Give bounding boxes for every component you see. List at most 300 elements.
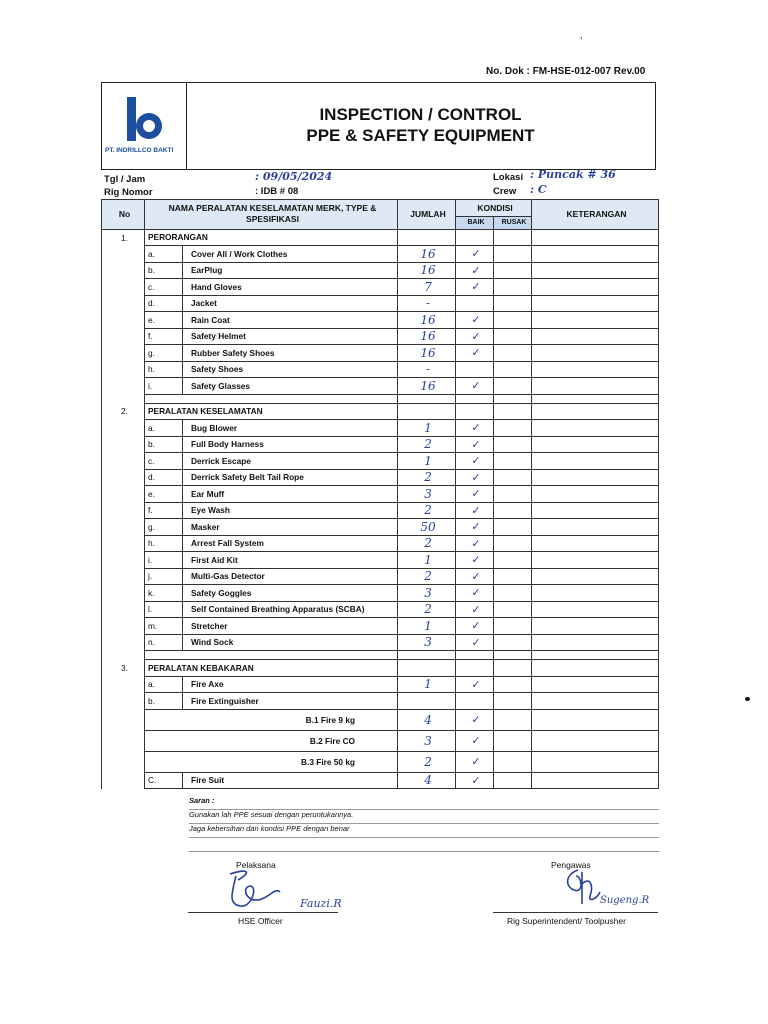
notes-block	[189, 796, 659, 852]
item-letter: e.	[145, 312, 183, 329]
spacer-row	[102, 394, 659, 403]
item-letter: g.	[145, 345, 183, 362]
item-good-check: ✓	[456, 345, 494, 362]
number-cell	[102, 361, 145, 378]
number-cell	[102, 246, 145, 263]
spacer-cell	[102, 651, 145, 660]
item-qty: 2	[398, 568, 456, 585]
item-name: Safety Helmet	[183, 328, 398, 345]
item-note	[532, 730, 659, 751]
item-name: Derrick Safety Belt Tail Rope	[183, 469, 398, 486]
item-good-check: ✓	[456, 502, 494, 519]
table-row	[102, 772, 659, 789]
col-bad: RUSAK	[494, 216, 532, 229]
ink-dot	[745, 697, 750, 701]
item-bad-check	[494, 772, 532, 789]
number-cell	[102, 312, 145, 329]
item-note	[532, 420, 659, 437]
item-letter: h.	[145, 535, 183, 552]
form-title-line1: INSPECTION / CONTROL	[319, 105, 522, 124]
item-bad-check	[494, 568, 532, 585]
item-bad-check	[494, 378, 532, 395]
good-cell	[456, 660, 494, 677]
item-name: Derrick Escape	[183, 453, 398, 470]
item-qty: 2	[398, 469, 456, 486]
item-qty: 2	[398, 436, 456, 453]
supervisor-name: Sugeng.R	[600, 895, 650, 906]
item-qty: 16	[398, 378, 456, 395]
item-name: Rain Coat	[183, 312, 398, 329]
table-row	[102, 378, 659, 395]
item-bad-check	[494, 262, 532, 279]
item-letter: b.	[145, 262, 183, 279]
item-qty: 16	[398, 312, 456, 329]
table-row	[102, 312, 659, 329]
notes-line1: Gunakan lah PPE sesuai dengan peruntukannya.	[189, 810, 659, 824]
item-note	[532, 585, 659, 602]
item-letter: b.	[145, 436, 183, 453]
item-name: Hand Gloves	[183, 279, 398, 296]
section-name: PERALATAN KEBAKARAN	[145, 660, 398, 677]
col-good: BAIK	[456, 216, 494, 229]
item-name: Eye Wash	[183, 502, 398, 519]
item-name: Fire Extinguisher	[183, 693, 398, 710]
item-note	[532, 469, 659, 486]
number-cell	[102, 618, 145, 635]
section-number: 2.	[102, 403, 145, 420]
notes-line3	[189, 838, 659, 852]
item-letter: n.	[145, 634, 183, 651]
item-note	[532, 568, 659, 585]
col-condition: KONDISI	[456, 200, 532, 217]
spacer-cell	[456, 651, 494, 660]
item-bad-check	[494, 436, 532, 453]
item-good-check: ✓	[456, 568, 494, 585]
item-note	[532, 693, 659, 710]
document-number: No. Dok : FM-HSE-012-007 Rev.00	[486, 66, 646, 77]
rig-label: Rig Nomor	[104, 187, 153, 198]
item-bad-check	[494, 709, 532, 730]
item-qty: 1	[398, 552, 456, 569]
item-qty: 16	[398, 246, 456, 263]
spacer-cell	[145, 651, 398, 660]
item-good-check: ✓	[456, 676, 494, 693]
table-row	[102, 420, 659, 437]
qty-cell	[398, 660, 456, 677]
item-qty: 3	[398, 634, 456, 651]
item-name: EarPlug	[183, 262, 398, 279]
spacer-cell	[532, 394, 659, 403]
item-note	[532, 453, 659, 470]
executor-title: Pelaksana	[236, 860, 276, 870]
section-number: 1.	[102, 229, 145, 246]
item-good-check: ✓	[456, 772, 494, 789]
item-name: Safety Glasses	[183, 378, 398, 395]
spacer-cell	[398, 651, 456, 660]
table-row	[102, 751, 659, 772]
number-cell	[102, 535, 145, 552]
section-row	[102, 660, 659, 677]
item-letter: c.	[145, 279, 183, 296]
item-qty: -	[398, 295, 456, 312]
item-note	[532, 279, 659, 296]
supervisor-sign-line	[493, 912, 658, 913]
number-cell	[102, 568, 145, 585]
section-row	[102, 403, 659, 420]
item-note	[532, 361, 659, 378]
number-cell	[102, 453, 145, 470]
date-value: : 09/05/2024	[255, 170, 333, 183]
spacer-cell	[532, 651, 659, 660]
item-note	[532, 262, 659, 279]
col-qty: JUMLAH	[398, 200, 456, 230]
number-cell	[102, 486, 145, 503]
item-qty: 16	[398, 262, 456, 279]
item-good-check: ✓	[456, 246, 494, 263]
item-letter: f.	[145, 328, 183, 345]
item-note	[532, 601, 659, 618]
table-row	[102, 328, 659, 345]
item-letter: e.	[145, 486, 183, 503]
item-name: Ear Muff	[183, 486, 398, 503]
good-cell	[456, 229, 494, 246]
item-letter: d.	[145, 295, 183, 312]
item-name: Jacket	[183, 295, 398, 312]
item-good-check	[456, 693, 494, 710]
item-name: Rubber Safety Shoes	[183, 345, 398, 362]
item-note	[532, 676, 659, 693]
item-name: Self Contained Breathing Apparatus (SCBA)	[183, 601, 398, 618]
item-good-check: ✓	[456, 601, 494, 618]
item-letter: a.	[145, 246, 183, 263]
item-good-check: ✓	[456, 709, 494, 730]
form-title-line2: PPE & SAFETY EQUIPMENT	[306, 126, 535, 145]
executor-role: HSE Officer	[238, 916, 283, 926]
item-good-check: ✓	[456, 262, 494, 279]
item-qty	[398, 693, 456, 710]
item-letter: i.	[145, 552, 183, 569]
item-qty: 1	[398, 453, 456, 470]
number-cell	[102, 693, 145, 710]
company-logo	[102, 83, 187, 169]
item-name: Masker	[183, 519, 398, 536]
item-note	[532, 709, 659, 730]
crew-label: Crew	[493, 186, 517, 197]
item-good-check: ✓	[456, 328, 494, 345]
item-good-check	[456, 361, 494, 378]
table-row	[102, 568, 659, 585]
executor-name: Fauzi.R	[300, 897, 342, 910]
location-label: Lokasi	[493, 172, 524, 183]
item-bad-check	[494, 693, 532, 710]
table-row	[102, 469, 659, 486]
item-letter: c.	[145, 453, 183, 470]
item-qty: 2	[398, 751, 456, 772]
item-good-check: ✓	[456, 751, 494, 772]
bad-cell	[494, 229, 532, 246]
number-cell	[102, 772, 145, 789]
item-bad-check	[494, 469, 532, 486]
number-cell	[102, 502, 145, 519]
bad-cell	[494, 660, 532, 677]
item-bad-check	[494, 486, 532, 503]
spacer-cell	[398, 394, 456, 403]
item-good-check: ✓	[456, 486, 494, 503]
number-cell	[102, 676, 145, 693]
item-letter: j.	[145, 568, 183, 585]
item-qty: -	[398, 361, 456, 378]
item-bad-check	[494, 328, 532, 345]
item-good-check: ✓	[456, 519, 494, 536]
item-bad-check	[494, 585, 532, 602]
table-row	[102, 693, 659, 710]
section-name: PERORANGAN	[145, 229, 398, 246]
number-cell	[102, 552, 145, 569]
item-qty: 2	[398, 502, 456, 519]
item-qty: 1	[398, 420, 456, 437]
number-cell	[102, 519, 145, 536]
bad-cell	[494, 403, 532, 420]
number-cell	[102, 378, 145, 395]
executor-sign-line	[188, 912, 338, 913]
number-cell	[102, 436, 145, 453]
item-good-check	[456, 295, 494, 312]
table-row	[102, 486, 659, 503]
col-note: KETERANGAN	[532, 200, 659, 230]
item-good-check: ✓	[456, 552, 494, 569]
item-good-check: ✓	[456, 453, 494, 470]
form-header	[101, 82, 656, 170]
item-note	[532, 751, 659, 772]
item-good-check: ✓	[456, 730, 494, 751]
item-name: B.3 Fire 50 kg	[145, 751, 398, 772]
item-good-check: ✓	[456, 469, 494, 486]
item-letter: h.	[145, 361, 183, 378]
item-note	[532, 535, 659, 552]
table-row	[102, 246, 659, 263]
item-name: Wind Sock	[183, 634, 398, 651]
item-note	[532, 312, 659, 329]
item-bad-check	[494, 420, 532, 437]
item-letter: a.	[145, 420, 183, 437]
number-cell	[102, 751, 145, 772]
table-row	[102, 585, 659, 602]
item-letter: m.	[145, 618, 183, 635]
table-row	[102, 279, 659, 296]
item-qty: 16	[398, 328, 456, 345]
company-name: PT. INDRILLCO BAKTI	[105, 147, 174, 154]
spacer-cell	[456, 394, 494, 403]
item-qty: 2	[398, 535, 456, 552]
item-note	[532, 502, 659, 519]
table-row	[102, 436, 659, 453]
item-note	[532, 246, 659, 263]
notes-label: Saran :	[189, 796, 659, 810]
item-letter: k.	[145, 585, 183, 602]
col-no: No	[102, 200, 145, 230]
item-bad-check	[494, 618, 532, 635]
number-cell	[102, 345, 145, 362]
col-name: NAMA PERALATAN KESELAMATAN MERK, TYPE & SPESIFIKASI	[145, 200, 398, 230]
number-cell	[102, 730, 145, 751]
spacer-cell	[494, 651, 532, 660]
number-cell	[102, 279, 145, 296]
spacer-row	[102, 651, 659, 660]
item-note	[532, 772, 659, 789]
item-qty: 1	[398, 618, 456, 635]
table-row	[102, 730, 659, 751]
item-bad-check	[494, 453, 532, 470]
item-bad-check	[494, 502, 532, 519]
item-good-check: ✓	[456, 420, 494, 437]
item-name: B.1 Fire 9 kg	[145, 709, 398, 730]
crew-value: : C	[530, 183, 547, 196]
item-good-check: ✓	[456, 279, 494, 296]
item-letter: g.	[145, 519, 183, 536]
item-name: Safety Goggles	[183, 585, 398, 602]
item-qty: 1	[398, 676, 456, 693]
location-value: : Puncak # 36	[530, 168, 616, 181]
item-name: Fire Axe	[183, 676, 398, 693]
item-bad-check	[494, 601, 532, 618]
table-row	[102, 295, 659, 312]
item-letter: i.	[145, 378, 183, 395]
item-letter: a.	[145, 676, 183, 693]
item-name: Full Body Harness	[183, 436, 398, 453]
section-row	[102, 229, 659, 246]
item-bad-check	[494, 634, 532, 651]
notes-line2: Jaga kebersihan dan kondisi PPE dengan benar	[189, 824, 659, 838]
item-name: Fire Suit	[183, 772, 398, 789]
item-note	[532, 618, 659, 635]
rig-value: : IDB # 08	[255, 186, 299, 197]
item-qty: 16	[398, 345, 456, 362]
item-qty: 3	[398, 486, 456, 503]
item-good-check: ✓	[456, 312, 494, 329]
qty-cell	[398, 403, 456, 420]
executor-signature-icon	[218, 866, 298, 912]
item-good-check: ✓	[456, 618, 494, 635]
table-row	[102, 345, 659, 362]
table-row	[102, 676, 659, 693]
item-good-check: ✓	[456, 585, 494, 602]
item-name: Safety Shoes	[183, 361, 398, 378]
table-row	[102, 519, 659, 536]
item-bad-check	[494, 295, 532, 312]
item-name: Stretcher	[183, 618, 398, 635]
table-row	[102, 262, 659, 279]
item-name: Arrest Fall System	[183, 535, 398, 552]
item-qty: 7	[398, 279, 456, 296]
table-row	[102, 601, 659, 618]
item-name: Bug Blower	[183, 420, 398, 437]
item-qty: 4	[398, 709, 456, 730]
number-cell	[102, 585, 145, 602]
note-cell	[532, 229, 659, 246]
item-note	[532, 552, 659, 569]
item-note	[532, 634, 659, 651]
item-note	[532, 486, 659, 503]
number-cell	[102, 634, 145, 651]
item-note	[532, 378, 659, 395]
number-cell	[102, 295, 145, 312]
item-bad-check	[494, 361, 532, 378]
table-row	[102, 361, 659, 378]
number-cell	[102, 601, 145, 618]
table-row	[102, 634, 659, 651]
supervisor-role: Rig Superintendent/ Toolpusher	[507, 916, 626, 926]
item-bad-check	[494, 246, 532, 263]
table-row	[102, 709, 659, 730]
number-cell	[102, 420, 145, 437]
spacer-cell	[494, 394, 532, 403]
item-letter: b.	[145, 693, 183, 710]
supervisor-title: Pengawas	[551, 860, 591, 870]
item-bad-check	[494, 552, 532, 569]
logo-mark-icon	[122, 97, 166, 143]
good-cell	[456, 403, 494, 420]
note-cell	[532, 660, 659, 677]
table-row	[102, 552, 659, 569]
number-cell	[102, 328, 145, 345]
item-name: Cover All / Work Clothes	[183, 246, 398, 263]
item-letter: l.	[145, 601, 183, 618]
table-row	[102, 618, 659, 635]
item-note	[532, 328, 659, 345]
item-name: First Aid Kit	[183, 552, 398, 569]
qty-cell	[398, 229, 456, 246]
item-qty: 3	[398, 730, 456, 751]
item-good-check: ✓	[456, 436, 494, 453]
item-name: B.2 Fire CO	[145, 730, 398, 751]
item-note	[532, 345, 659, 362]
section-number: 3.	[102, 660, 145, 677]
item-qty: 50	[398, 519, 456, 536]
item-good-check: ✓	[456, 535, 494, 552]
item-bad-check	[494, 345, 532, 362]
number-cell	[102, 709, 145, 730]
item-bad-check	[494, 312, 532, 329]
item-bad-check	[494, 751, 532, 772]
item-bad-check	[494, 676, 532, 693]
item-note	[532, 436, 659, 453]
item-good-check: ✓	[456, 378, 494, 395]
number-cell	[102, 469, 145, 486]
item-letter: C.	[145, 772, 183, 789]
item-bad-check	[494, 279, 532, 296]
table-row	[102, 502, 659, 519]
inspection-table	[101, 199, 659, 789]
item-bad-check	[494, 730, 532, 751]
item-note	[532, 519, 659, 536]
item-letter: f.	[145, 502, 183, 519]
item-qty: 4	[398, 772, 456, 789]
date-label: Tgl / Jam	[104, 174, 146, 185]
number-cell	[102, 262, 145, 279]
corner-mark: ,	[580, 30, 583, 40]
item-qty: 3	[398, 585, 456, 602]
item-name: Multi-Gas Detector	[183, 568, 398, 585]
table-row	[102, 535, 659, 552]
item-letter: d.	[145, 469, 183, 486]
item-good-check: ✓	[456, 634, 494, 651]
item-note	[532, 295, 659, 312]
item-qty: 2	[398, 601, 456, 618]
table-row	[102, 453, 659, 470]
note-cell	[532, 403, 659, 420]
item-bad-check	[494, 519, 532, 536]
item-bad-check	[494, 535, 532, 552]
